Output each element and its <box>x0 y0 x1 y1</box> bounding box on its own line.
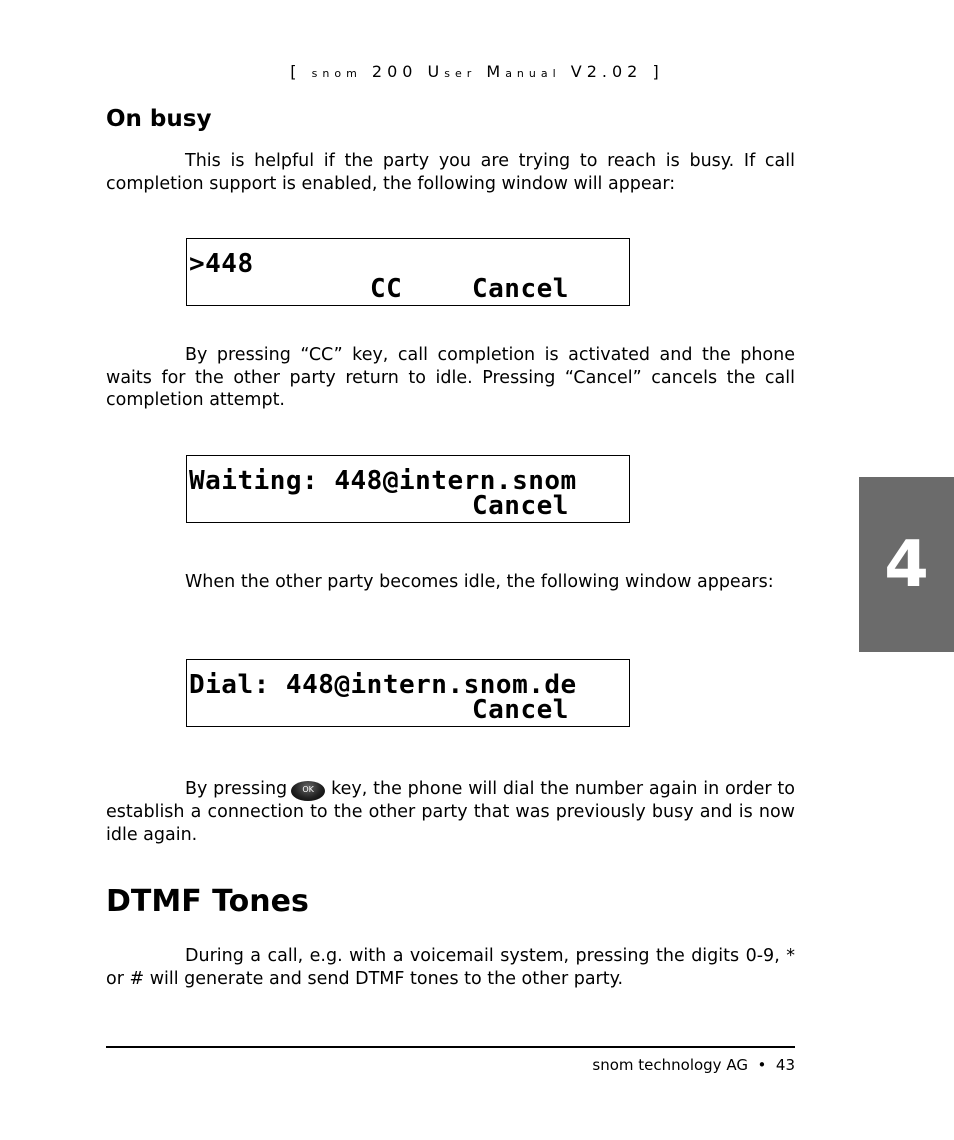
lcd-softkey-cancel: Cancel <box>472 491 569 521</box>
paragraph-cc-explanation <box>106 344 795 412</box>
lcd-display-busy <box>186 238 630 306</box>
lcd-softkey-cancel: Cancel <box>472 695 569 725</box>
paragraph-text: key, the phone will dial the number again in order to establish a connection to the other party that was previously busy and is now idle again. <box>106 779 795 845</box>
paragraph-text: This is helpful if the party you are trying to reach is busy. If call completion support is enabled, the following window will appear: <box>106 151 795 194</box>
paragraph-ok-key <box>106 778 795 846</box>
lcd-line-dial: Dial: 448@intern.snom.de <box>189 670 577 700</box>
header-bracket-close: ] <box>652 62 664 81</box>
paragraph-text: By pressing “CC” key, call completion is activated and the phone waits for the other party return to idle. Pressing “Cancel” cancels the call completion attempt. <box>106 345 795 410</box>
page-number: 43 <box>775 1056 795 1074</box>
header-model: 200 <box>371 62 418 81</box>
header-user-initial: U <box>427 62 445 81</box>
header-manual-rest: anual <box>505 67 561 80</box>
paragraph-idle <box>106 571 795 594</box>
paragraph-text: When the other party becomes idle, the following window appears: <box>185 572 774 592</box>
ok-key-icon: OK <box>291 781 325 801</box>
page-header <box>0 62 954 81</box>
header-manual-initial: M <box>486 62 506 81</box>
lcd-line-number: >448 <box>189 249 254 279</box>
header-version: V2.02 <box>570 62 643 81</box>
chapter-tab: 4 <box>859 477 954 652</box>
header-user-rest: ser <box>444 67 477 80</box>
paragraph-on-busy-intro <box>106 150 795 195</box>
header-brand: snom <box>311 67 362 80</box>
lcd-softkey-cancel: Cancel <box>472 274 569 304</box>
paragraph-dtmf <box>106 945 795 990</box>
lcd-softkey-cc: CC <box>370 274 403 304</box>
lcd-display-waiting <box>186 455 630 523</box>
footer-divider <box>106 1046 795 1048</box>
lcd-display-dial <box>186 659 630 727</box>
page-footer <box>106 1056 795 1074</box>
header-bracket-open: [ <box>290 62 302 81</box>
footer-company: snom technology AG <box>592 1056 748 1074</box>
section-title-dtmf: DTMF Tones <box>106 884 309 919</box>
paragraph-text: By pressing <box>185 779 288 799</box>
section-title-on-busy: On busy <box>106 106 212 132</box>
paragraph-text: During a call, e.g. with a voicemail system, pressing the digits 0-9, * or # will generate and send DTMF tones to the other party. <box>106 946 795 989</box>
lcd-line-waiting: Waiting: 448@intern.snom <box>189 466 577 496</box>
footer-bullet: • <box>757 1056 767 1074</box>
